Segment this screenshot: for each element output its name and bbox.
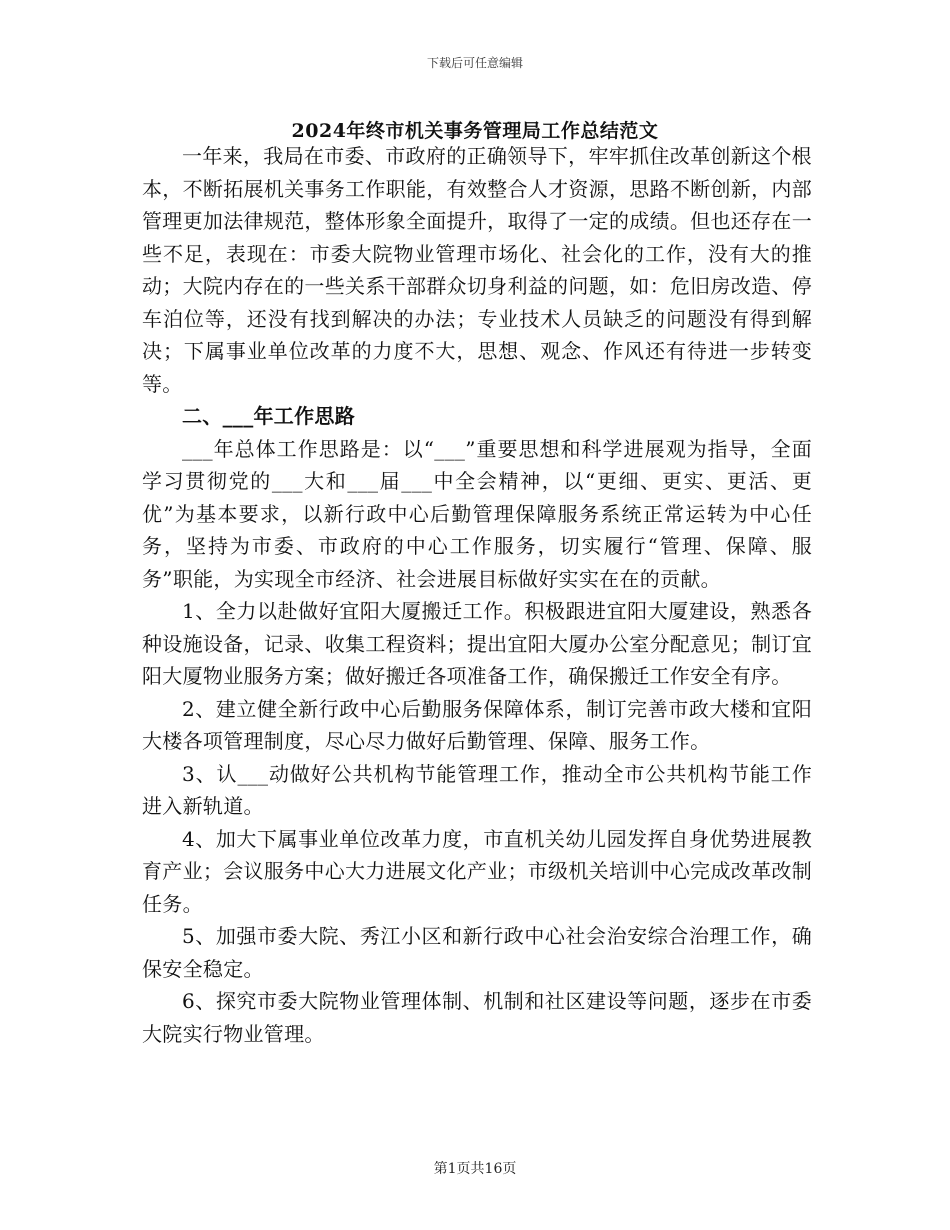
paragraph-item-2: 2、建立健全新行政中心后勤服务保障体系，制订完善市政大楼和宜阳大楼各项管理制度，尽心尽力做好后勤管理、保障、服务工作。 [142,696,812,753]
section-heading: 二、___年工作思路 [182,404,355,428]
paragraph-item-1: 1、全力以赴做好宜阳大厦搬迁工作。积极跟进宜阳大厦建设，熟悉各种设施设备，记录、收集工程资料；提出宜阳大厦办公室分配意见；制订宜阳大厦物业服务方案；做好搬迁各项准备工作，确保搬迁工作安全有序。 [142,599,812,688]
document-title: 2024年终市机关事务管理局工作总结范文 [291,120,659,142]
paragraph-item-3: 3、认___动做好公共机构节能管理工作，推动全市公共机构节能工作进入新轨道。 [142,761,812,818]
paragraph-item-5: 5、加强市委大院、秀江小区和新行政中心社会治安综合治理工作，确保安全稳定。 [142,924,812,981]
paragraph-overall-approach: ___年总体工作思路是：以“___”重要思想和科学进展观为指导，全面学习贯彻党的___大和___届___中全会精神，以“更细、更实、更活、更优”为基本要求，以新行政中心后勤管理保障服务系统正常运转为中心任务，坚持为市委、市政府的中心工作服务，切实履行“管理、保障、服务”职能，为实现全市经济、社会进展目标做好实实在在的贡献。 [142,436,812,591]
document-body [142,140,812,1050]
paragraph-intro: 一年来，我局在市委、市政府的正确领导下，牢牢抓住改革创新这个根本，不断拓展机关事务工作职能，有效整合人才资源，思路不断创新，内部管理更加法律规范，整体形象全面提升，取得了一定的成绩。但也还存在一些不足，表现在：市委大院物业管理市场化、社会化的工作，没有大的推动；大院内存在的一些关系干部群众切身利益的问题，如：危旧房改造、停车泊位等，还没有找到解决的办法；专业技术人员缺乏的问题没有得到解决；下属事业单位改革的力度不大，思想、观念、作风还有待进一步转变等。 [142,144,812,396]
paragraph-item-4: 4、加大下属事业单位改革力度，市直机关幼儿园发挥自身优势进展教育产业；会议服务中心大力进展文化产业；市级机关培训中心完成改革改制任务。 [142,826,812,916]
page-header-note: 下载后可任意编辑 [426,56,523,70]
paragraph-item-6: 6、探究市委大院物业管理体制、机制和社区建设等问题，逐步在市委大院实行物业管理。 [142,989,812,1046]
page-number: 第1页共16页 [433,1161,517,1177]
